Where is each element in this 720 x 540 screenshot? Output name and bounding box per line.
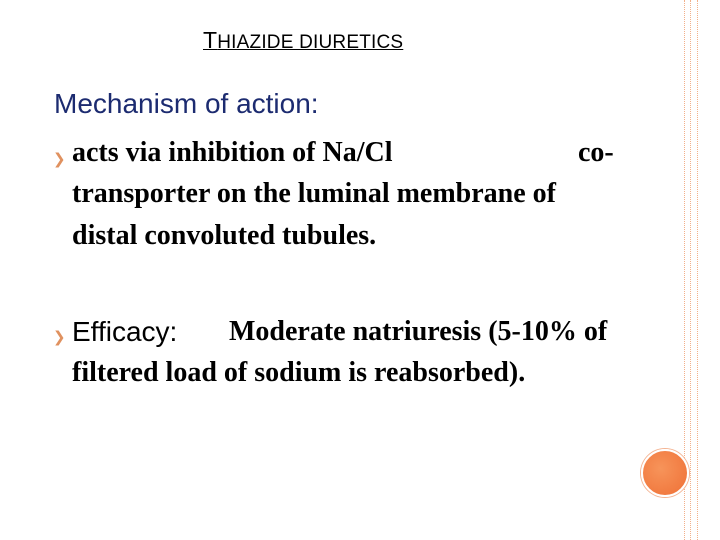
bullet2-line1: Moderate natriuresis (5-10% of [229,316,608,347]
bullet1-line3: distal convoluted tubules. [72,220,377,251]
decorative-circle [641,449,689,497]
title-initial: T [203,27,218,53]
bullet2-line2: filtered load of sodium is reabsorbed). [72,357,526,388]
bullet-arrow-icon: ❯︎ [53,328,66,346]
bullet1-line1-part1: acts via inhibition of Na/Cl [72,137,393,168]
bullet-arrow-icon: ❯︎ [53,150,66,168]
decorative-frame-line [697,0,699,540]
efficacy-label: Efficacy: [72,316,178,347]
slide-title [203,27,403,54]
decorative-frame-line [690,0,692,540]
bullet1-line1-part2: co- [578,137,614,168]
section-heading: Mechanism of action: [54,88,319,119]
bullet1-line2: transporter on the luminal membrane of [72,178,556,209]
title-rest: HIAZIDE DIURETICS [217,32,404,53]
